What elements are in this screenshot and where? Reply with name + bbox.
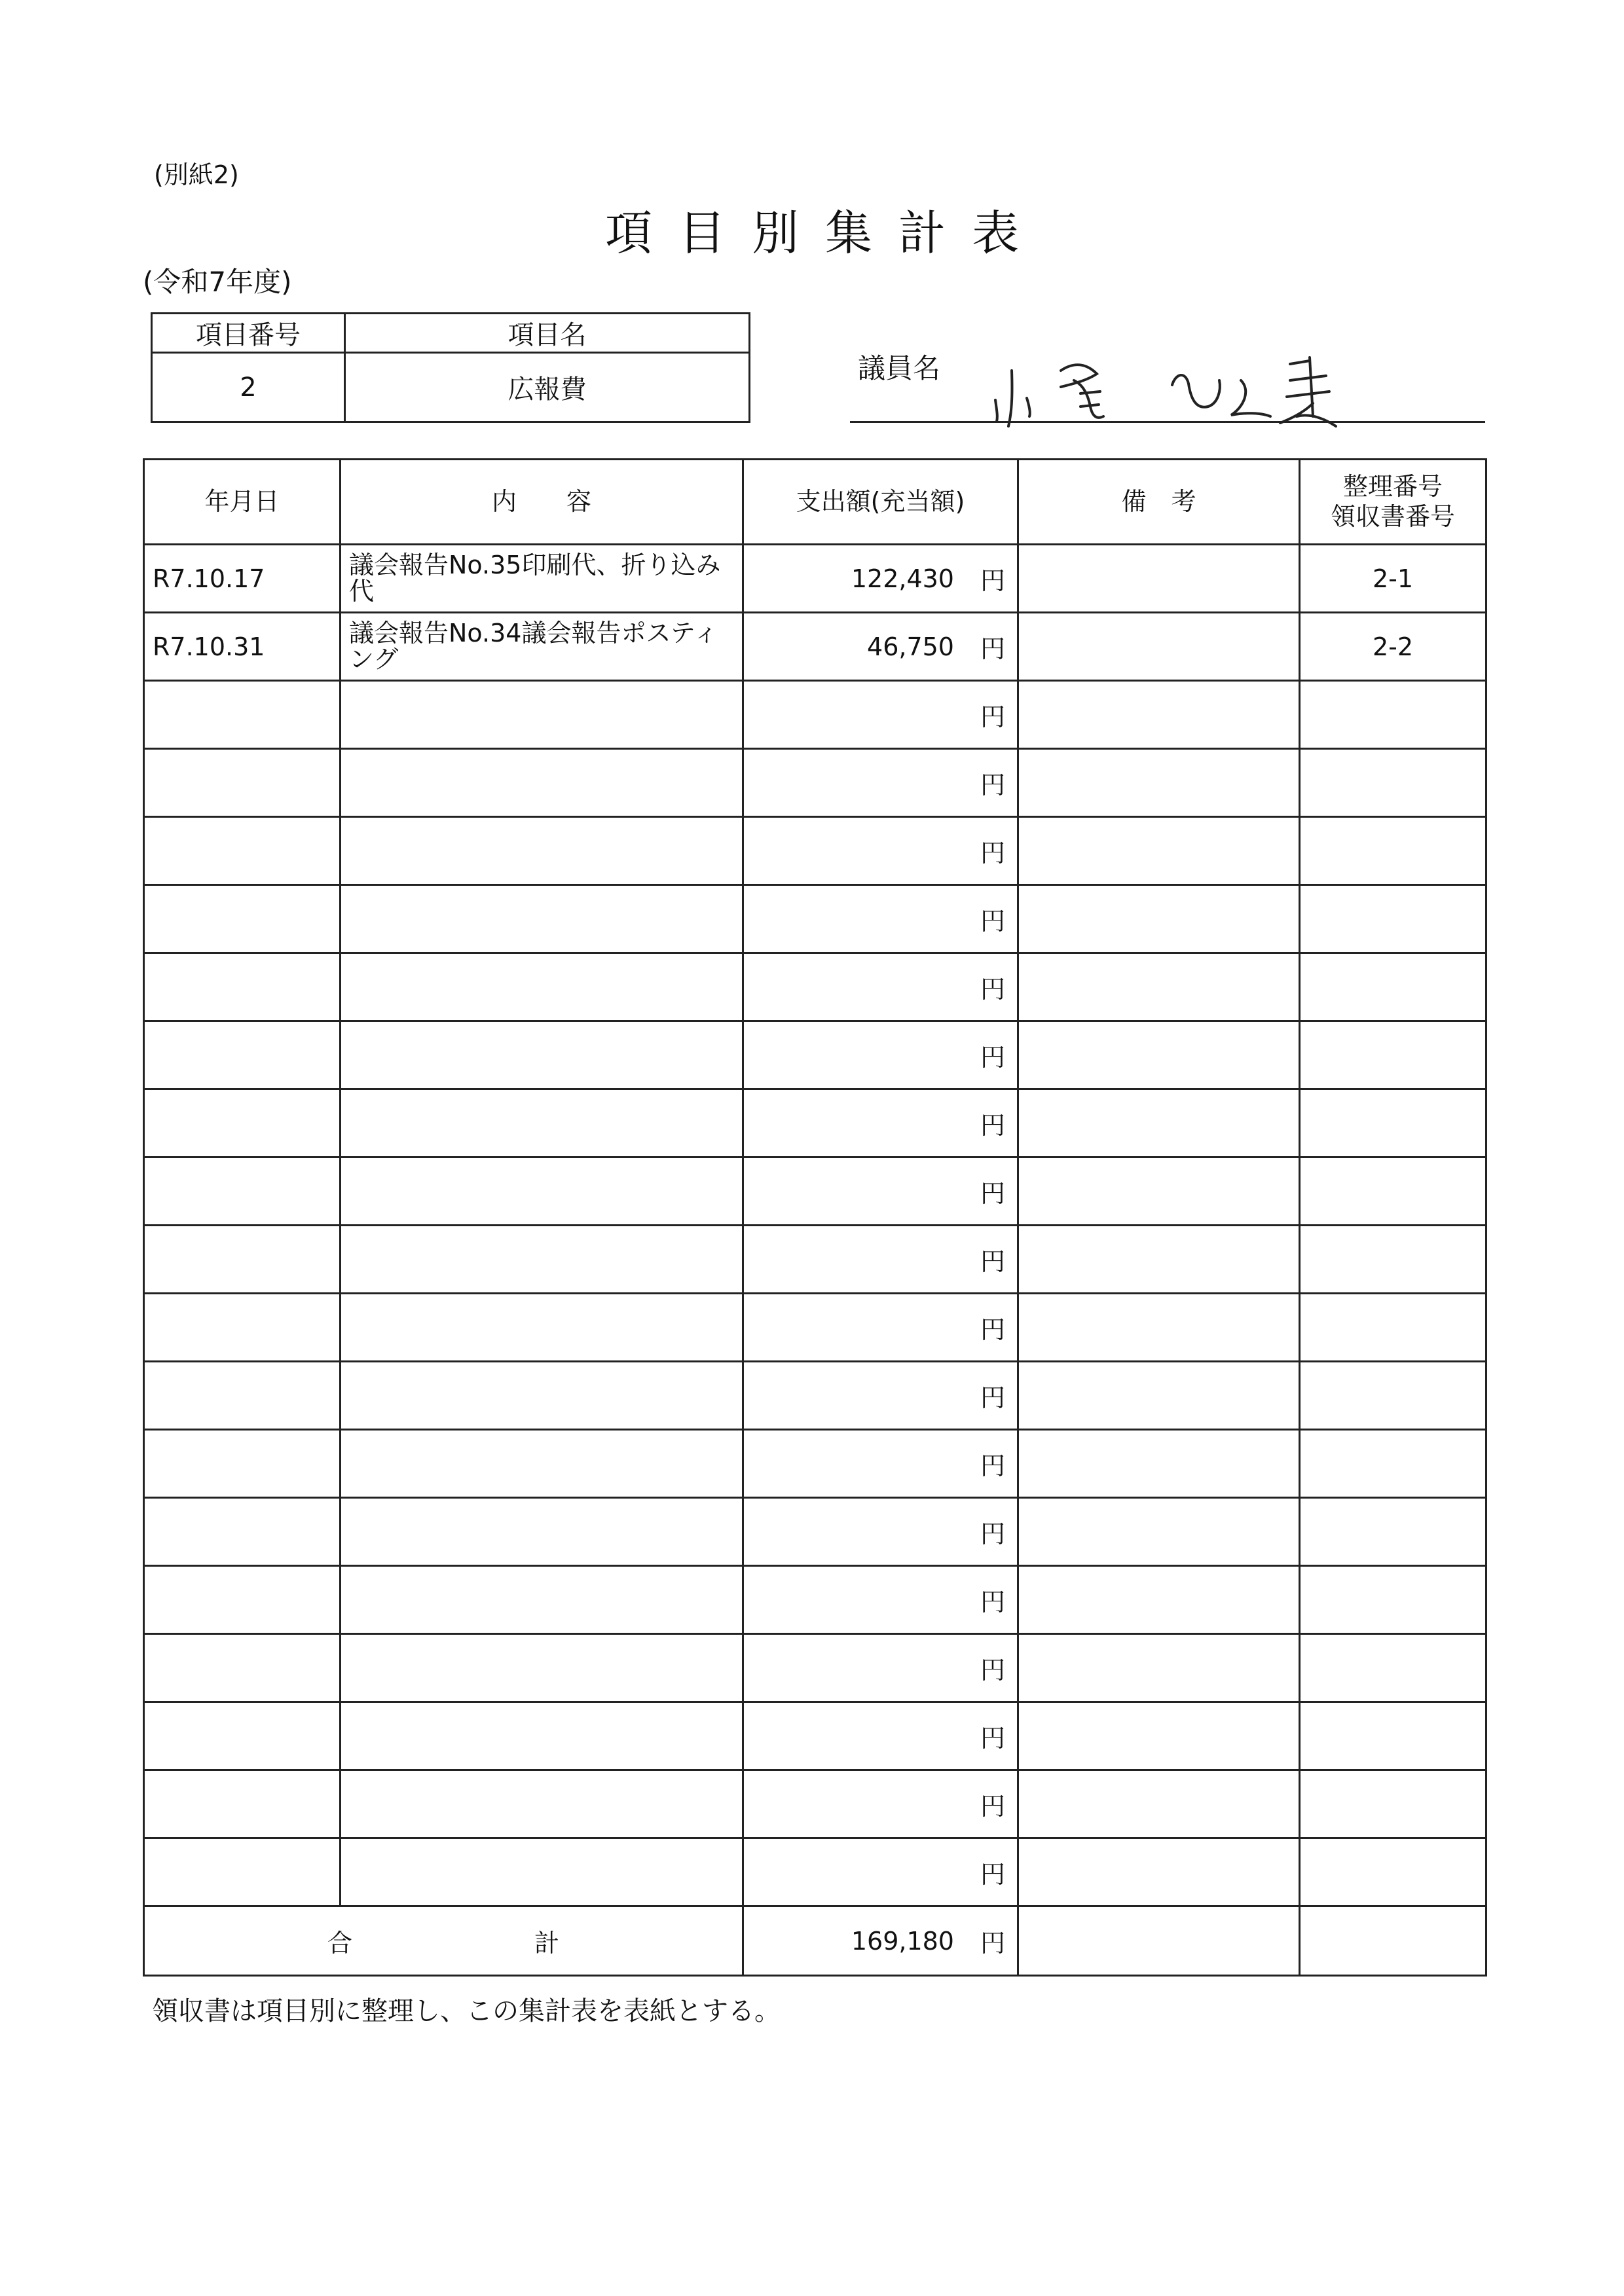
table-row (144, 1430, 1486, 1498)
row-description (341, 1226, 743, 1294)
row-reference (1300, 1770, 1486, 1838)
row-description (341, 1566, 743, 1634)
row-date (144, 681, 341, 749)
remarks-column-header: 備 考 (1018, 460, 1300, 545)
row-amount-cell (743, 1362, 1018, 1430)
row-reference (1300, 1430, 1486, 1498)
row-reference (1300, 1634, 1486, 1702)
reference-header-line2: 領収書番号 (1330, 501, 1455, 531)
row-amount-cell (743, 1498, 1018, 1566)
table-row (144, 749, 1486, 817)
currency-yen: 円 (980, 839, 1005, 867)
item-number-header: 項目番号 (152, 314, 345, 353)
row-amount-cell (743, 681, 1018, 749)
page-title: 項目別集計表 (604, 206, 1045, 261)
row-remarks (1018, 1021, 1300, 1089)
currency-yen: 円 (980, 1656, 1005, 1685)
row-amount: 46,750 (867, 632, 954, 661)
date-column-header: 年月日 (144, 460, 341, 545)
row-description (341, 1021, 743, 1089)
row-remarks (1018, 1498, 1300, 1566)
row-date (144, 1770, 341, 1838)
table-row (144, 1089, 1486, 1157)
row-amount-cell (743, 1566, 1018, 1634)
currency-yen: 円 (980, 1179, 1005, 1208)
row-date (144, 1226, 341, 1294)
table-row (144, 1157, 1486, 1226)
row-amount-cell (743, 545, 1018, 613)
currency-yen: 円 (980, 1315, 1005, 1344)
row-remarks (1018, 1430, 1300, 1498)
row-date (144, 1838, 341, 1906)
row-amount: 122,430 (851, 564, 954, 593)
row-remarks (1018, 545, 1300, 613)
row-description (341, 1498, 743, 1566)
row-remarks (1018, 1226, 1300, 1294)
currency-yen: 円 (980, 975, 1005, 1004)
row-date (144, 885, 341, 953)
row-date (144, 1702, 341, 1770)
row-amount-cell (743, 1226, 1018, 1294)
currency-yen: 円 (980, 566, 1005, 595)
row-reference: 2-1 (1300, 545, 1486, 613)
item-table (151, 312, 750, 423)
total-amount: 169,180 (851, 1926, 954, 1956)
row-remarks (1018, 1838, 1300, 1906)
appendix-label: (別紙2) (154, 160, 239, 189)
row-date (144, 1157, 341, 1226)
row-description: 議会報告No.35印刷代、折り込み代 (341, 545, 743, 613)
row-description (341, 817, 743, 885)
table-row (144, 1226, 1486, 1294)
row-description (341, 749, 743, 817)
row-remarks (1018, 613, 1300, 681)
table-row (144, 545, 1486, 613)
currency-yen: 円 (980, 1111, 1005, 1140)
row-description (341, 1362, 743, 1430)
currency-yen: 円 (980, 1520, 1005, 1548)
fiscal-year: (令和7年度) (143, 266, 292, 298)
table-row (144, 681, 1486, 749)
currency-yen: 円 (980, 1247, 1005, 1276)
row-reference (1300, 1362, 1486, 1430)
row-description (341, 1089, 743, 1157)
row-date (144, 817, 341, 885)
table-row (144, 1021, 1486, 1089)
row-remarks (1018, 1089, 1300, 1157)
row-remarks (1018, 885, 1300, 953)
row-amount-cell (743, 1634, 1018, 1702)
table-row (144, 1634, 1486, 1702)
footer-note: 領収書は項目別に整理し、この集計表を表紙とする。 (152, 1996, 781, 2026)
row-reference (1300, 1226, 1486, 1294)
row-remarks (1018, 1362, 1300, 1430)
row-amount-cell (743, 613, 1018, 681)
currency-yen: 円 (980, 771, 1005, 799)
row-date (144, 1021, 341, 1089)
row-date (144, 1566, 341, 1634)
currency-yen: 円 (980, 702, 1005, 731)
row-remarks (1018, 1294, 1300, 1362)
row-remarks (1018, 681, 1300, 749)
row-description: 議会報告No.34議会報告ポスティング (341, 613, 743, 681)
row-amount-cell (743, 1838, 1018, 1906)
row-remarks (1018, 1702, 1300, 1770)
currency-yen: 円 (980, 1588, 1005, 1616)
row-description (341, 1294, 743, 1362)
table-row (144, 885, 1486, 953)
row-description (341, 1157, 743, 1226)
handwritten-signature (982, 344, 1362, 433)
item-number: 2 (152, 353, 345, 422)
item-name-header: 項目名 (345, 314, 750, 353)
row-reference (1300, 953, 1486, 1021)
item-table-value-row (152, 353, 750, 422)
currency-yen: 円 (980, 907, 1005, 936)
row-amount-cell (743, 885, 1018, 953)
reference-column-header (1300, 460, 1486, 545)
row-date (144, 1089, 341, 1157)
row-amount-cell (743, 1294, 1018, 1362)
table-row (144, 1770, 1486, 1838)
row-amount-cell (743, 953, 1018, 1021)
currency-yen: 円 (980, 1929, 1005, 1958)
row-description (341, 1838, 743, 1906)
row-date (144, 1294, 341, 1362)
table-row (144, 1566, 1486, 1634)
reference-header-line1: 整理番号 (1342, 471, 1443, 501)
row-description (341, 953, 743, 1021)
row-reference (1300, 749, 1486, 817)
table-row (144, 953, 1486, 1021)
row-amount-cell (743, 1770, 1018, 1838)
row-remarks (1018, 749, 1300, 817)
row-reference (1300, 1157, 1486, 1226)
table-row (144, 1498, 1486, 1566)
row-description (341, 1770, 743, 1838)
table-row (144, 1362, 1486, 1430)
description-column-header: 内 容 (341, 460, 743, 545)
row-date (144, 1362, 341, 1430)
total-row (144, 1906, 1486, 1976)
table-row (144, 817, 1486, 885)
row-amount-cell (743, 1430, 1018, 1498)
total-amount-cell (743, 1906, 1018, 1976)
currency-yen: 円 (980, 1043, 1005, 1072)
row-date (144, 1634, 341, 1702)
row-amount-cell (743, 1089, 1018, 1157)
amount-column-header: 支出額(充当額) (743, 460, 1018, 545)
member-label: 議員名 (858, 352, 941, 384)
row-reference (1300, 817, 1486, 885)
row-reference (1300, 681, 1486, 749)
row-date (144, 749, 341, 817)
table-row (144, 1838, 1486, 1906)
row-date: R7.10.17 (144, 545, 341, 613)
row-amount-cell (743, 1021, 1018, 1089)
total-remarks-cell (1018, 1906, 1300, 1976)
row-reference (1300, 1089, 1486, 1157)
row-description (341, 1702, 743, 1770)
row-amount-cell (743, 1157, 1018, 1226)
table-row (144, 1294, 1486, 1362)
currency-yen: 円 (980, 1451, 1005, 1480)
row-amount-cell (743, 749, 1018, 817)
row-reference (1300, 1021, 1486, 1089)
row-reference (1300, 1702, 1486, 1770)
row-description (341, 885, 743, 953)
ledger-header-row (144, 460, 1486, 545)
total-label: 合 計 (144, 1906, 743, 1976)
row-amount-cell (743, 1702, 1018, 1770)
row-description (341, 681, 743, 749)
expense-ledger-table (143, 458, 1487, 1977)
row-remarks (1018, 1770, 1300, 1838)
row-date (144, 1498, 341, 1566)
ledger-body (144, 545, 1486, 1906)
row-date (144, 953, 341, 1021)
item-name: 広報費 (345, 353, 750, 422)
row-reference (1300, 1498, 1486, 1566)
row-remarks (1018, 817, 1300, 885)
currency-yen: 円 (980, 1860, 1005, 1889)
table-row (144, 613, 1486, 681)
row-remarks (1018, 953, 1300, 1021)
row-reference (1300, 885, 1486, 953)
row-description (341, 1430, 743, 1498)
row-reference (1300, 1838, 1486, 1906)
row-remarks (1018, 1566, 1300, 1634)
row-reference (1300, 1294, 1486, 1362)
row-date (144, 1430, 341, 1498)
currency-yen: 円 (980, 1383, 1005, 1412)
currency-yen: 円 (980, 1792, 1005, 1821)
total-reference-cell (1300, 1906, 1486, 1976)
row-description (341, 1634, 743, 1702)
table-row (144, 1702, 1486, 1770)
currency-yen: 円 (980, 1724, 1005, 1753)
row-amount-cell (743, 817, 1018, 885)
row-date: R7.10.31 (144, 613, 341, 681)
currency-yen: 円 (980, 634, 1005, 663)
row-reference: 2-2 (1300, 613, 1486, 681)
row-reference (1300, 1566, 1486, 1634)
row-remarks (1018, 1157, 1300, 1226)
item-table-header-row (152, 314, 750, 353)
row-remarks (1018, 1634, 1300, 1702)
